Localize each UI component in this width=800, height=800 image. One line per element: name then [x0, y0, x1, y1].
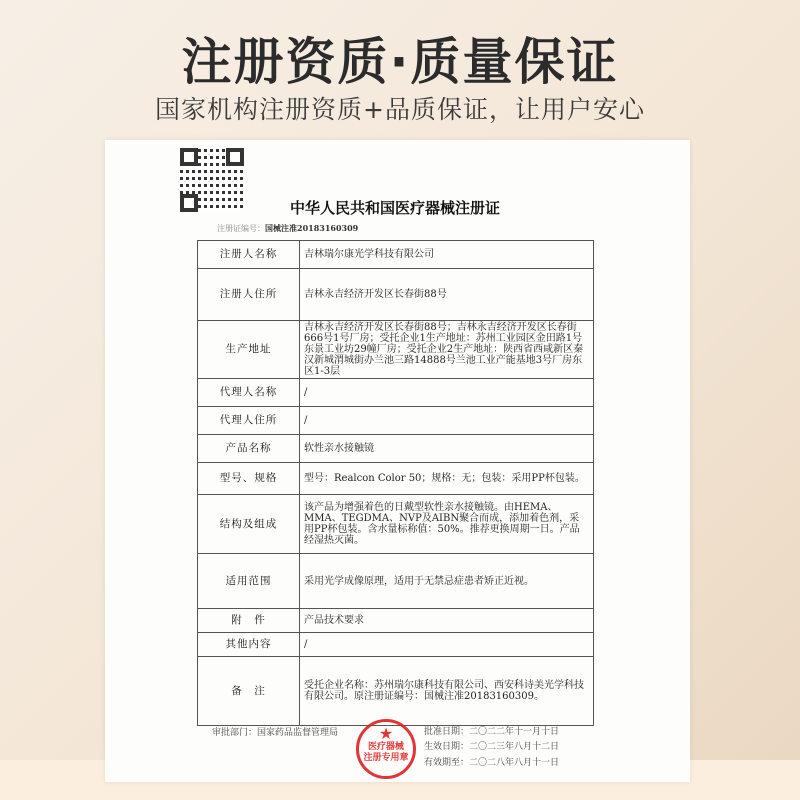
effective-date: 生效日期：二〇二三年八月十二日: [424, 742, 560, 752]
page-title: 注册资质·质量保证: [181, 33, 619, 91]
registration-number: 注册证编号：国械注准20183160309: [217, 223, 359, 233]
qr-code-icon: [180, 148, 244, 212]
row-label: 代理人住所: [198, 407, 300, 435]
table-row: [198, 463, 594, 495]
row-label: 注册人住所: [198, 269, 300, 321]
row-value: 软性亲水接触镜: [300, 435, 594, 463]
row-value: 型号：Realcon Color 50；规格：无；包装：采用PP杯包装。: [300, 463, 594, 495]
row-value: /: [300, 379, 594, 407]
row-label: 型号、规格: [198, 463, 300, 495]
table-row: [198, 609, 594, 633]
table-row: [198, 407, 594, 435]
row-value: 采用光学成像原理，适用于无禁忌症患者矫正近视。: [300, 554, 594, 609]
row-label: 生产地址: [198, 321, 300, 379]
row-label: 产品名称: [198, 435, 300, 463]
page-subtitle: 国家机构注册资质+品质保证，让用户安心: [155, 95, 645, 124]
table-row: [198, 435, 594, 463]
table-row: [198, 379, 594, 407]
row-value: 吉林永吉经济开发区长春街88号；吉林永吉经济开发区长春街666号1号厂房；受托企业1生产地址：苏州工业园区金田路1号东景工业坊29幢厂房；受托企业2生产地址：陕西省西咸新区秦汉新城渭城街办兰池三路14888号兰池工业产能基地3号厂房东区1-3层: [300, 321, 594, 379]
row-label: 其他内容: [198, 633, 300, 657]
valid-until: 有效期至：二〇二八年八月十一日: [424, 758, 560, 768]
row-value: 吉林瑞尔康光学科技有限公司: [300, 241, 594, 269]
row-label: 代理人名称: [198, 379, 300, 407]
row-label: 结构及组成: [198, 495, 300, 554]
table-row: [198, 321, 594, 379]
table-row: [198, 241, 594, 269]
approval-dept: 审批部门：国家药品监督管理局: [212, 728, 339, 738]
row-value: 产品技术要求: [300, 609, 594, 633]
row-label: 注册人名称: [198, 241, 300, 269]
row-value: 该产品为增强着色的日戴型软性亲水接触镜。由HEMA、MMA、TEGDMA、NVP及AIBN聚合而成，添加着色剂，采用PP杯包装。含水量标称值：50%。推荐更换周期一日。产品经湿热灭菌。: [300, 495, 594, 554]
certificate-table: [197, 240, 594, 726]
certificate-title: 中华人民共和国医疗器械注册证: [290, 199, 501, 217]
row-label: 附 件: [198, 609, 300, 633]
row-label: 适用范围: [198, 554, 300, 609]
row-value: 受托企业名称：苏州瑞尔康科技有限公司、西安科诗美光学科技有限公司。原注册证编号：国械注准20183160309。: [300, 657, 594, 726]
table-row: [198, 495, 594, 554]
table-row: [198, 657, 594, 726]
official-seal: ★ 医疗器械 注册专用章: [356, 719, 416, 779]
row-value: /: [300, 407, 594, 435]
row-value: 吉林永吉经济开发区长春街88号: [300, 269, 594, 321]
table-row: [198, 554, 594, 609]
row-label: 备 注: [198, 657, 300, 726]
table-row: [198, 633, 594, 657]
star-icon: ★: [378, 724, 394, 743]
approval-date: 批准日期：二〇二二年十一月十日: [424, 727, 560, 737]
table-row: [198, 269, 594, 321]
row-value: /: [300, 633, 594, 657]
